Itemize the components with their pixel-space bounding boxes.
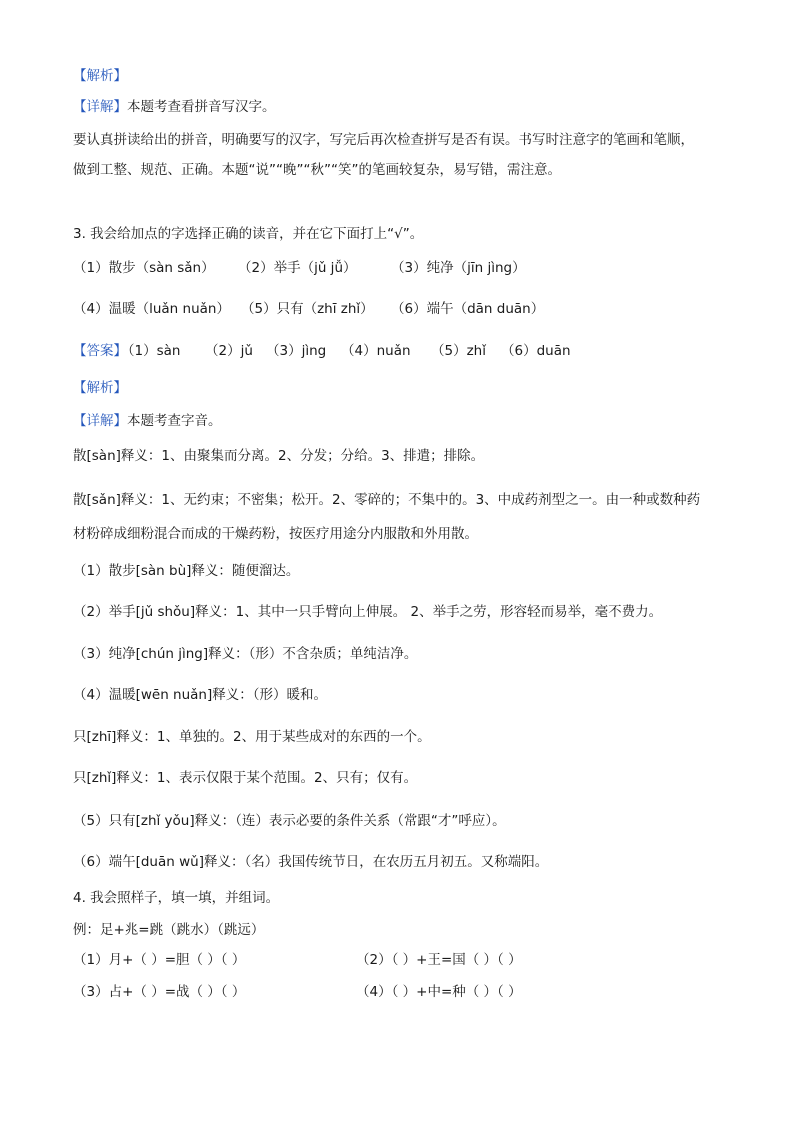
explanation-line: （5）只有[zhǐ yǒu]释义：（连）表示必要的条件关系（常跟“才”呼应）。 xyxy=(73,813,506,829)
fill-item: （3）占+（ ）=战（ ）（ ） xyxy=(73,984,246,1000)
answer-item: （1）sàn xyxy=(121,343,181,359)
option-item: （6）端午（dān duān） xyxy=(391,301,545,317)
fill-item: （1）月+（ ）=胆（ ）（ ） xyxy=(73,952,246,968)
answer-label: 【答案】 xyxy=(73,343,127,359)
option-item: （1）散步（sàn sǎn） xyxy=(73,260,215,276)
analysis-label: 【解析】 xyxy=(73,68,127,84)
explanation-line: （1）散步[sàn bù]释义：随便溜达。 xyxy=(73,563,300,579)
paragraph-line: 要认真拼读给出的拼音，明确要写的汉字，写完后再次检查拼写是否有误。书写时注意字的笔画和笔顺， xyxy=(73,132,694,148)
option-item: （4）温暖（luǎn nuǎn） xyxy=(73,301,230,317)
answer-item: （4）nuǎn xyxy=(341,343,411,359)
analysis-label: 【解析】 xyxy=(73,380,127,396)
detail-text: 本题考查字音。 xyxy=(127,413,222,429)
fill-item: （4）（ ）+中=种（ ）（ ） xyxy=(356,984,522,1000)
paragraph-line: 做到工整、规范、正确。本题“说”“晚”“秋”“笑”的笔画较复杂，易写错，需注意。 xyxy=(73,162,561,178)
answer-item: （3）jìng xyxy=(266,343,327,359)
option-item: （2）举手（jǔ jǚ） xyxy=(238,260,357,276)
answer-item: （2）jǔ xyxy=(205,343,253,359)
explanation-line: （2）举手[jǔ shǒu]释义：1、其中一只手臂向上伸展。 2、举手之劳，形容轻而易举，毫不费力。 xyxy=(73,604,663,620)
explanation-line: 散[sǎn]释义：1、无约束；不密集；松开。2、零碎的；不集中的。3、中成药剂型之一。由一种或数种药 xyxy=(73,492,701,508)
example-line: 例：足+兆=跳（跳水）（跳远） xyxy=(73,922,265,938)
answer-item: （5）zhǐ xyxy=(431,343,486,359)
detail-label: 【详解】 xyxy=(73,99,127,115)
explanation-line: 只[zhǐ]释义：1、表示仅限于某个范围。2、只有；仅有。 xyxy=(73,770,418,786)
detail-label: 【详解】 xyxy=(73,413,127,429)
fill-row xyxy=(73,950,723,970)
option-item: （3）纯净（jīn jìng） xyxy=(391,260,526,276)
explanation-line: 材粉碎成细粉混合而成的干燥药粉，按医疗用途分内服散和外用散。 xyxy=(73,526,478,542)
explanation-line: （6）端午[duān wǔ]释义：（名）我国传统节日，在农历五月初五。又称端阳。 xyxy=(73,854,549,870)
explanation-line: （3）纯净[chún jìng]释义：（形）不含杂质；单纯洁净。 xyxy=(73,646,418,662)
detail-line xyxy=(73,97,276,117)
detail-text: 本题考查看拼音写汉字。 xyxy=(127,99,276,115)
fill-row xyxy=(73,982,723,1002)
answer-item: （6）duān xyxy=(501,343,571,359)
detail-line xyxy=(73,411,222,431)
explanation-line: （4）温暖[wēn nuǎn]释义：（形）暖和。 xyxy=(73,687,328,703)
question-title: 3. 我会给加点的字选择正确的读音，并在它下面打上“√”。 xyxy=(73,226,424,242)
explanation-line: 只[zhī]释义：1、单独的。2、用于某些成对的东西的一个。 xyxy=(73,729,431,745)
fill-item: （2）（ ）+王=国（ ）（ ） xyxy=(356,952,522,968)
explanation-line: 散[sàn]释义：1、由聚集而分离。2、分发；分给。3、排遣；排除。 xyxy=(73,448,485,464)
options-row xyxy=(73,258,723,278)
option-item: （5）只有（zhī zhǐ） xyxy=(241,301,374,317)
options-row xyxy=(73,299,723,319)
answer-row xyxy=(73,341,723,361)
question-title: 4. 我会照样子，填一填，并组词。 xyxy=(73,890,280,906)
